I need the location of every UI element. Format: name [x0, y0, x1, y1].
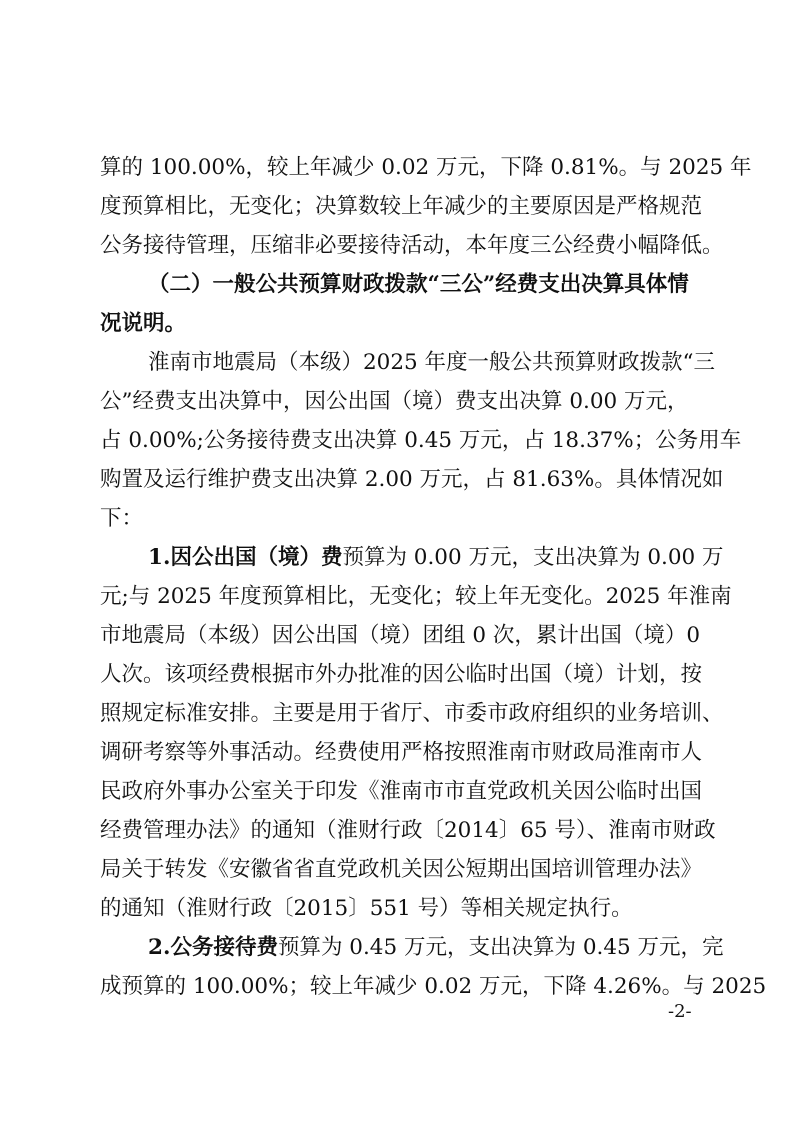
body-text-line: 淮南市地震局（本级）2025 年度一般公共预算财政拨款“三 [148, 350, 716, 375]
body-text-line: 下： [100, 506, 144, 531]
body-text-line: 元;与 2025 年度预算相比，无变化；较上年无变化。2025 年淮南 [100, 584, 732, 609]
body-text-line: 购置及运行维护费支出决算 2.00 万元，占 81.63%。具体情况如 [100, 467, 724, 492]
body-text-line: 公务接待管理，压缩非必要接待活动，本年度三公经费小幅降低。 [100, 233, 724, 258]
body-text-line: 的通知（淮财行政〔2015〕551 号）等相关规定执行。 [100, 896, 633, 921]
body-text-line: 经费管理办法》的通知（淮财行政〔2014〕65 号）、淮南市财政 [100, 818, 716, 843]
subsection-title: 1.因公出国（境）费 [148, 545, 343, 570]
body-text-line: 市地震局（本级）因公出国（境）团组 0 次，累计出国（境）0 [100, 623, 701, 648]
body-text-line: 公”经费支出决算中，因公出国（境）费支出决算 0.00 万元， [100, 389, 689, 414]
body-text-line: 照规定标准安排。主要是用于省厅、市委市政府组织的业务培训、 [100, 701, 724, 726]
body-text-line: 民政府外事办公室关于印发《淮南市市直党政机关因公临时出国 [100, 779, 703, 804]
body-text-line: 成预算的 100.00%；较上年减少 0.02 万元，下降 4.26%。与 2025 [100, 974, 767, 999]
body-text-line: 人次。该项经费根据市外办批准的因公临时出国（境）计划，按 [100, 662, 703, 687]
subsection-text: 预算为 0.45 万元，支出决算为 0.45 万元，完 [277, 935, 724, 960]
body-text-line: 局关于转发《安徽省省直党政机关因公短期出国培训管理办法》 [100, 857, 703, 882]
body-text-line: 算的 100.00%，较上年减少 0.02 万元，下降 0.81%。与 2025 年 [100, 155, 752, 180]
body-text-line: 占 0.00%;公务接待费支出决算 0.45 万元，占 18.37%；公务用车 [100, 428, 742, 453]
body-text-line: 调研考察等外事活动。经费使用严格按照淮南市财政局淮南市人 [100, 740, 703, 765]
subsection-text: 预算为 0.00 万元，支出决算为 0.00 万 [342, 545, 724, 570]
subsection-line [148, 937, 724, 959]
section-heading-line: 况说明。 [100, 311, 187, 336]
section-heading-line: （二）一般公共预算财政拨款“三公”经费支出决算具体情 [148, 272, 689, 297]
subsection-line [148, 547, 724, 569]
subsection-title: 2.公务接待费 [148, 935, 278, 960]
body-text-line: 度预算相比，无变化；决算数较上年减少的主要原因是严格规范 [100, 194, 703, 219]
page-number: -2- [668, 1001, 692, 1022]
